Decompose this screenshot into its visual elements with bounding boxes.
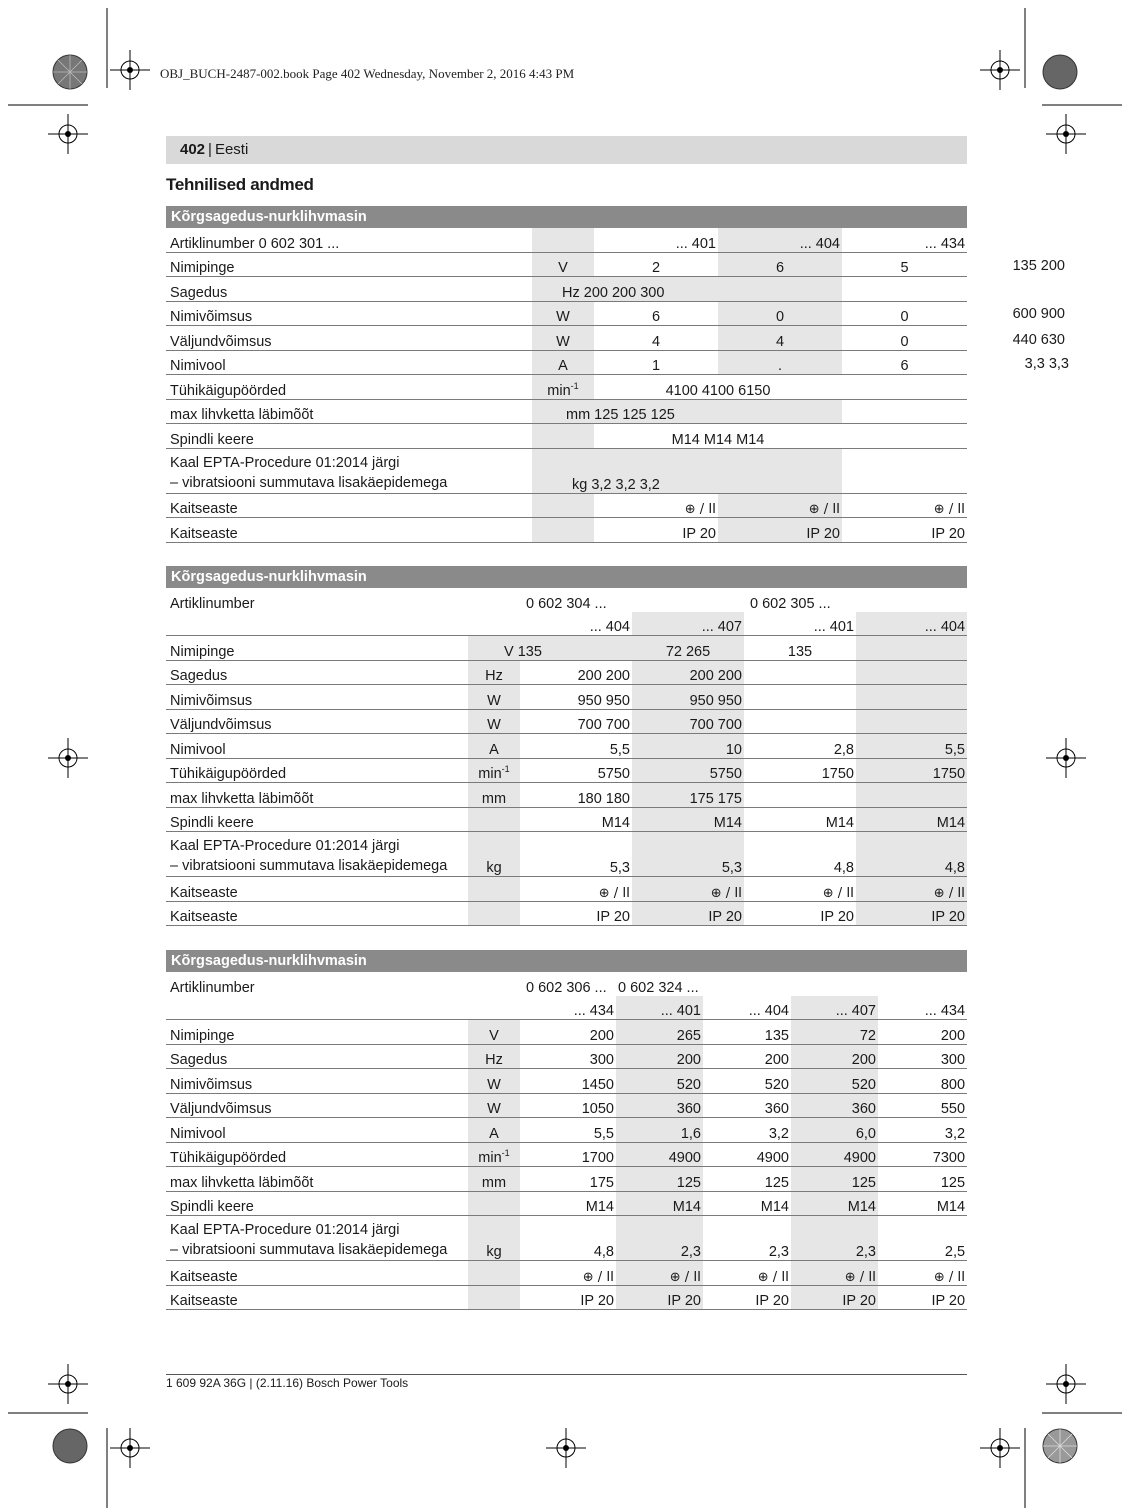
starburst-mark-icon <box>1042 54 1078 90</box>
cell-value: 5,5 <box>856 734 967 759</box>
table-row <box>166 448 967 493</box>
protection-class-icon: ⊕ / II <box>703 1261 791 1286</box>
table-row <box>166 277 967 302</box>
cell-value: IP 20 <box>520 901 632 926</box>
page-footer: 1 609 92A 36G | (2.11.16) Bosch Power Tools <box>166 1376 409 1390</box>
overflow-value: 3,3 3,3 <box>1024 356 1069 372</box>
starburst-mark-icon <box>1042 1428 1078 1464</box>
row-label: Kaitseaste <box>166 1261 468 1286</box>
cell-value: M14 <box>520 1191 616 1216</box>
table-row <box>166 709 967 734</box>
cell-value: 10 <box>632 734 744 759</box>
cell-value: 360 <box>703 1093 791 1118</box>
registration-target-icon <box>980 1428 1020 1468</box>
protection-class-icon: ⊕ / II <box>632 877 744 902</box>
row-unit <box>468 1261 520 1286</box>
row-unit <box>468 1285 520 1310</box>
registration-target-icon <box>48 114 88 154</box>
article-code: ... 434 <box>520 996 616 1020</box>
row-label: Artiklinumber 0 602 301 ... <box>166 228 532 252</box>
row-label: Nimipinge <box>166 636 468 661</box>
overflow-value: 600 900 <box>1012 306 1065 322</box>
cell-value: 200 <box>616 1044 703 1069</box>
table-row <box>166 399 967 424</box>
spec-table-1 <box>166 206 967 543</box>
row-unit: mm <box>468 783 520 808</box>
row-label: Sagedus <box>166 1044 468 1069</box>
crop-mark-left-horizontal <box>8 104 88 106</box>
cell-value: M14 <box>703 1191 791 1216</box>
table-row <box>166 1285 967 1310</box>
cell-value: 72 265 <box>632 636 744 661</box>
cell-value: 6,0 <box>791 1118 878 1143</box>
row-label: Kaitseaste <box>166 901 468 926</box>
cell-value: 2,3 <box>616 1216 703 1261</box>
cell-value: 5,5 <box>520 1118 616 1143</box>
article-code: ... 401 <box>616 996 703 1020</box>
table-row <box>166 783 967 808</box>
cell-value: 125 <box>616 1167 703 1192</box>
article-code: ... 404 <box>856 612 967 636</box>
cell-value: 5,3 <box>520 832 632 877</box>
row-label-sub: – vibratsiooni summutava lisakäepidemega <box>170 474 448 491</box>
cell-value: 5,5 <box>520 734 632 759</box>
table-row <box>166 685 967 710</box>
article-code: ... 404 <box>703 996 791 1020</box>
table-row <box>166 1118 967 1143</box>
row-unit: W <box>532 301 594 326</box>
cell-value: 5750 <box>632 758 744 783</box>
crop-mark-top-right-vertical <box>1024 8 1026 88</box>
cell-value: M14 <box>616 1191 703 1216</box>
cell-value: IP 20 <box>842 518 967 543</box>
cell-value: 72 <box>791 1020 878 1045</box>
cell-value: 1750 <box>856 758 967 783</box>
cell-value: 2,3 <box>703 1216 791 1261</box>
row-label: Nimipinge <box>166 1020 468 1045</box>
table-row <box>166 612 967 636</box>
cell-value: M14 <box>744 807 856 832</box>
row-unit: V <box>468 1020 520 1045</box>
overflow-value: 440 630 <box>1012 332 1065 348</box>
article-code: ... 404 <box>520 612 632 636</box>
cell-value: 950 950 <box>632 685 744 710</box>
starburst-mark-icon <box>52 54 88 90</box>
article-code: ... 407 <box>791 996 878 1020</box>
cell-value: IP 20 <box>632 901 744 926</box>
overflow-value: 135 200 <box>1012 258 1065 274</box>
protection-class-icon: ⊕ / II <box>616 1261 703 1286</box>
row-unit: W <box>468 1093 520 1118</box>
table-row <box>166 1167 967 1192</box>
starburst-mark-icon <box>52 1428 88 1464</box>
cell-value: 200 200 <box>520 660 632 685</box>
cell-value: IP 20 <box>520 1285 616 1310</box>
article-code: ... 401 <box>594 228 718 252</box>
cell-value: 200 200 <box>632 660 744 685</box>
cell-value: 0 <box>842 326 967 351</box>
cell-value: 135 <box>703 1020 791 1045</box>
table-band-title: Kõrgsagedus-nurklihvmasin <box>166 950 967 972</box>
row-label: Kaitseaste <box>166 518 532 543</box>
crop-mark-top-left-vertical <box>106 8 108 88</box>
table-row <box>166 301 967 326</box>
spec-table-2 <box>166 566 967 926</box>
row-label: Tühikäigupöörded <box>166 1142 468 1167</box>
row-label: max lihvketta läbimõõt <box>166 783 468 808</box>
row-unit: Hz <box>468 1044 520 1069</box>
table-row <box>166 1093 967 1118</box>
cell-value: 200 <box>878 1020 967 1045</box>
row-label: Väljundvõimsus <box>166 1093 468 1118</box>
registration-target-icon <box>546 1428 586 1468</box>
article-code: ... 401 <box>744 612 856 636</box>
row-label: Nimivool <box>166 350 532 375</box>
row-unit <box>468 807 520 832</box>
table-row <box>166 636 967 661</box>
cell-value <box>856 636 967 661</box>
table-row <box>166 758 967 783</box>
cell-value: 5 <box>842 252 967 277</box>
table-row <box>166 660 967 685</box>
cell-value: M14 <box>878 1191 967 1216</box>
footer-divider <box>166 1374 967 1375</box>
cell-value: 1750 <box>744 758 856 783</box>
registration-target-icon <box>1046 1364 1086 1404</box>
page-header <box>166 136 967 164</box>
cell-value: 4100 4100 6150 <box>594 375 842 400</box>
table-row <box>166 901 967 926</box>
cell-value: 4900 <box>791 1142 878 1167</box>
row-label: Väljundvõimsus <box>166 709 468 734</box>
cell-value: IP 20 <box>718 518 842 543</box>
row-unit <box>532 424 594 449</box>
cell-value: 1050 <box>520 1093 616 1118</box>
row-label: Nimivõimsus <box>166 1069 468 1094</box>
cell-value: M14 M14 M14 <box>594 424 842 449</box>
article-group: 0 602 324 ... <box>618 979 699 996</box>
row-label: Artiklinumber <box>170 979 255 996</box>
cell-value: IP 20 <box>703 1285 791 1310</box>
row-label: Kaal EPTA-Procedure 01:2014 järgi <box>170 838 400 854</box>
table-row <box>166 1044 967 1069</box>
table-row <box>166 734 967 759</box>
cell-value: 360 <box>791 1093 878 1118</box>
table-row <box>166 1191 967 1216</box>
cell-value: 2 <box>594 252 718 277</box>
crop-mark-bottom-right-horizontal <box>1042 1412 1122 1414</box>
table-row <box>166 326 967 351</box>
cell-value: 200 <box>703 1044 791 1069</box>
cell-value: 200 <box>520 1020 616 1045</box>
cell-value: 125 <box>703 1167 791 1192</box>
cell-value: 300 <box>878 1044 967 1069</box>
table-row <box>166 1020 967 1045</box>
cell-value: 5,3 <box>632 832 744 877</box>
table-row <box>166 1069 967 1094</box>
cell-value: 3,2 <box>703 1118 791 1143</box>
cell-value: 0 <box>842 301 967 326</box>
row-unit: W <box>532 326 594 351</box>
cell-value: 1,6 <box>616 1118 703 1143</box>
cell-value: 4,8 <box>856 832 967 877</box>
row-unit: mm 125 125 125 <box>532 399 718 424</box>
cell-value: 1 <box>594 350 718 375</box>
row-unit: A <box>468 734 520 759</box>
cell-value: 800 <box>878 1069 967 1094</box>
table-row <box>166 832 967 877</box>
protection-class-icon: ⊕ / II <box>842 493 967 518</box>
row-unit: min <box>478 766 502 782</box>
row-unit: min <box>547 382 571 399</box>
crop-mark-bottom-right-vertical <box>1024 1428 1026 1508</box>
cell-value: IP 20 <box>878 1285 967 1310</box>
page-number: 402 <box>180 141 206 158</box>
table-row <box>166 493 967 518</box>
cell-value: 6 <box>718 252 842 277</box>
row-label: Sagedus <box>166 660 468 685</box>
article-group: 0 602 304 ... <box>526 595 607 612</box>
row-unit: mm <box>468 1167 520 1192</box>
table-row <box>166 807 967 832</box>
row-unit: A <box>532 350 594 375</box>
cell-value: 0 <box>718 301 842 326</box>
cell-value: 4 <box>718 326 842 351</box>
protection-class-icon: ⊕ / II <box>744 877 856 902</box>
row-label: Nimivõimsus <box>166 301 532 326</box>
cell-value: 5750 <box>520 758 632 783</box>
row-unit: V 135 <box>468 636 632 661</box>
table-row <box>166 350 967 375</box>
table-row <box>166 424 967 449</box>
crop-mark-right-horizontal <box>1042 104 1122 106</box>
cell-value: 7300 <box>878 1142 967 1167</box>
registration-target-icon <box>110 1428 150 1468</box>
unit-superscript: -1 <box>501 764 510 775</box>
cell-value: 6 <box>842 350 967 375</box>
row-label: Sagedus <box>166 277 532 302</box>
protection-class-icon: ⊕ / II <box>520 877 632 902</box>
cell-value: IP 20 <box>856 901 967 926</box>
row-unit <box>532 493 594 518</box>
row-label: Kaitseaste <box>166 493 532 518</box>
article-code: ... 434 <box>878 996 967 1020</box>
row-label: Spindli keere <box>166 807 468 832</box>
cell-value: 520 <box>703 1069 791 1094</box>
row-label: Nimivool <box>166 1118 468 1143</box>
cell-value: . <box>718 350 842 375</box>
table-row <box>166 1216 967 1261</box>
row-label: Artiklinumber <box>170 595 255 612</box>
cell-value: 265 <box>616 1020 703 1045</box>
unit-superscript: -1 <box>501 1148 510 1159</box>
row-unit <box>468 901 520 926</box>
protection-class-icon: ⊕ / II <box>718 493 842 518</box>
cell-value: IP 20 <box>616 1285 703 1310</box>
registration-target-icon <box>1046 738 1086 778</box>
row-label-sub: – vibratsiooni summutava lisakäepidemega <box>170 1242 448 1258</box>
cell-value: 125 <box>791 1167 878 1192</box>
registration-target-icon <box>1046 114 1086 154</box>
table-band-title: Kõrgsagedus-nurklihvmasin <box>166 206 967 228</box>
row-unit: kg 3,2 3,2 3,2 <box>532 448 718 493</box>
cell-value: 3,2 <box>878 1118 967 1143</box>
row-unit: W <box>468 709 520 734</box>
article-code: ... 434 <box>842 228 967 252</box>
article-group: 0 602 306 ... <box>526 979 607 996</box>
row-label: Tühikäigupöörded <box>166 758 468 783</box>
cell-value: 180 180 <box>520 783 632 808</box>
registration-target-icon <box>48 1364 88 1404</box>
cell-value: 200 <box>791 1044 878 1069</box>
row-unit: A <box>468 1118 520 1143</box>
cell-value: 550 <box>878 1093 967 1118</box>
row-label: Kaitseaste <box>166 877 468 902</box>
row-label: Nimipinge <box>166 252 532 277</box>
cell-value: 1700 <box>520 1142 616 1167</box>
cell-value: M14 <box>520 807 632 832</box>
row-label: Kaal EPTA-Procedure 01:2014 järgi <box>170 454 400 471</box>
cell-value: 4,8 <box>744 832 856 877</box>
cell-value: 135 <box>744 636 856 661</box>
cell-value: IP 20 <box>594 518 718 543</box>
row-unit <box>532 518 594 543</box>
row-unit <box>468 1191 520 1216</box>
table-row <box>166 252 967 277</box>
registration-target-icon <box>980 50 1020 90</box>
table-row <box>166 518 967 543</box>
table-row <box>166 588 967 612</box>
row-label: Kaal EPTA-Procedure 01:2014 järgi <box>170 1222 400 1238</box>
row-unit: W <box>468 1069 520 1094</box>
row-label: max lihvketta läbimõõt <box>166 1167 468 1192</box>
cell-value: 520 <box>616 1069 703 1094</box>
cell-value: IP 20 <box>744 901 856 926</box>
row-label-sub: – vibratsiooni summutava lisakäepidemega <box>170 858 448 874</box>
cell-value: 6 <box>594 301 718 326</box>
protection-class-icon: ⊕ / II <box>520 1261 616 1286</box>
row-unit: min <box>478 1150 502 1166</box>
cell-value: 175 175 <box>632 783 744 808</box>
table-row <box>166 972 967 996</box>
table-row <box>166 375 967 400</box>
cell-value: 300 <box>520 1044 616 1069</box>
protection-class-icon: ⊕ / II <box>878 1261 967 1286</box>
row-unit: kg <box>468 1216 520 1261</box>
row-unit: V <box>532 252 594 277</box>
protection-class-icon: ⊕ / II <box>594 493 718 518</box>
spec-table-3 <box>166 950 967 1310</box>
row-unit: kg <box>468 832 520 877</box>
cell-value: 4900 <box>703 1142 791 1167</box>
cell-value: 520 <box>791 1069 878 1094</box>
registration-target-icon <box>110 50 150 90</box>
row-unit: W <box>468 685 520 710</box>
cell-value: 950 950 <box>520 685 632 710</box>
row-label: Tühikäigupöörded <box>166 375 532 400</box>
crop-mark-bottom-left-vertical <box>106 1428 108 1508</box>
table-band-title: Kõrgsagedus-nurklihvmasin <box>166 566 967 588</box>
article-code: ... 404 <box>718 228 842 252</box>
row-unit: Hz 200 200 300 <box>532 277 718 302</box>
print-slug: OBJ_BUCH-2487-002.book Page 402 Wednesday, November 2, 2016 4:43 PM <box>160 66 575 81</box>
row-label: Kaitseaste <box>166 1285 468 1310</box>
cell-value: 4 <box>594 326 718 351</box>
cell-value: IP 20 <box>791 1285 878 1310</box>
cell-value: 4,8 <box>520 1216 616 1261</box>
cell-value: M14 <box>791 1191 878 1216</box>
article-code: ... 407 <box>632 612 744 636</box>
row-unit <box>468 877 520 902</box>
cell-value: 1450 <box>520 1069 616 1094</box>
table-row <box>166 1142 967 1167</box>
table-row <box>166 996 967 1020</box>
row-label: Nimivool <box>166 734 468 759</box>
row-label: Spindli keere <box>166 1191 468 1216</box>
cell-value: 175 <box>520 1167 616 1192</box>
cell-value: M14 <box>856 807 967 832</box>
row-label: max lihvketta läbimõõt <box>166 399 532 424</box>
cell-value: 4900 <box>616 1142 703 1167</box>
unit-superscript: -1 <box>570 380 579 391</box>
cell-value: M14 <box>632 807 744 832</box>
table-row <box>166 228 967 252</box>
header-separator: | <box>208 141 212 158</box>
row-label: Väljundvõimsus <box>166 326 532 351</box>
cell-value: 360 <box>616 1093 703 1118</box>
table-row <box>166 877 967 902</box>
header-language: Eesti <box>214 141 249 158</box>
protection-class-icon: ⊕ / II <box>856 877 967 902</box>
cell-value: 2,3 <box>791 1216 878 1261</box>
cell-value: 125 <box>878 1167 967 1192</box>
crop-mark-bottom-left-horizontal <box>8 1412 88 1414</box>
registration-target-icon <box>48 738 88 778</box>
cell-value: 2,5 <box>878 1216 967 1261</box>
table-row <box>166 1261 967 1286</box>
section-title: Tehnilised andmed <box>166 175 314 194</box>
row-label: Spindli keere <box>166 424 532 449</box>
protection-class-icon: ⊕ / II <box>791 1261 878 1286</box>
row-unit: Hz <box>468 660 520 685</box>
article-group: 0 602 305 ... <box>750 595 831 612</box>
cell-value: 700 700 <box>520 709 632 734</box>
cell-value: 2,8 <box>744 734 856 759</box>
cell-value: 700 700 <box>632 709 744 734</box>
row-label: Nimivõimsus <box>166 685 468 710</box>
